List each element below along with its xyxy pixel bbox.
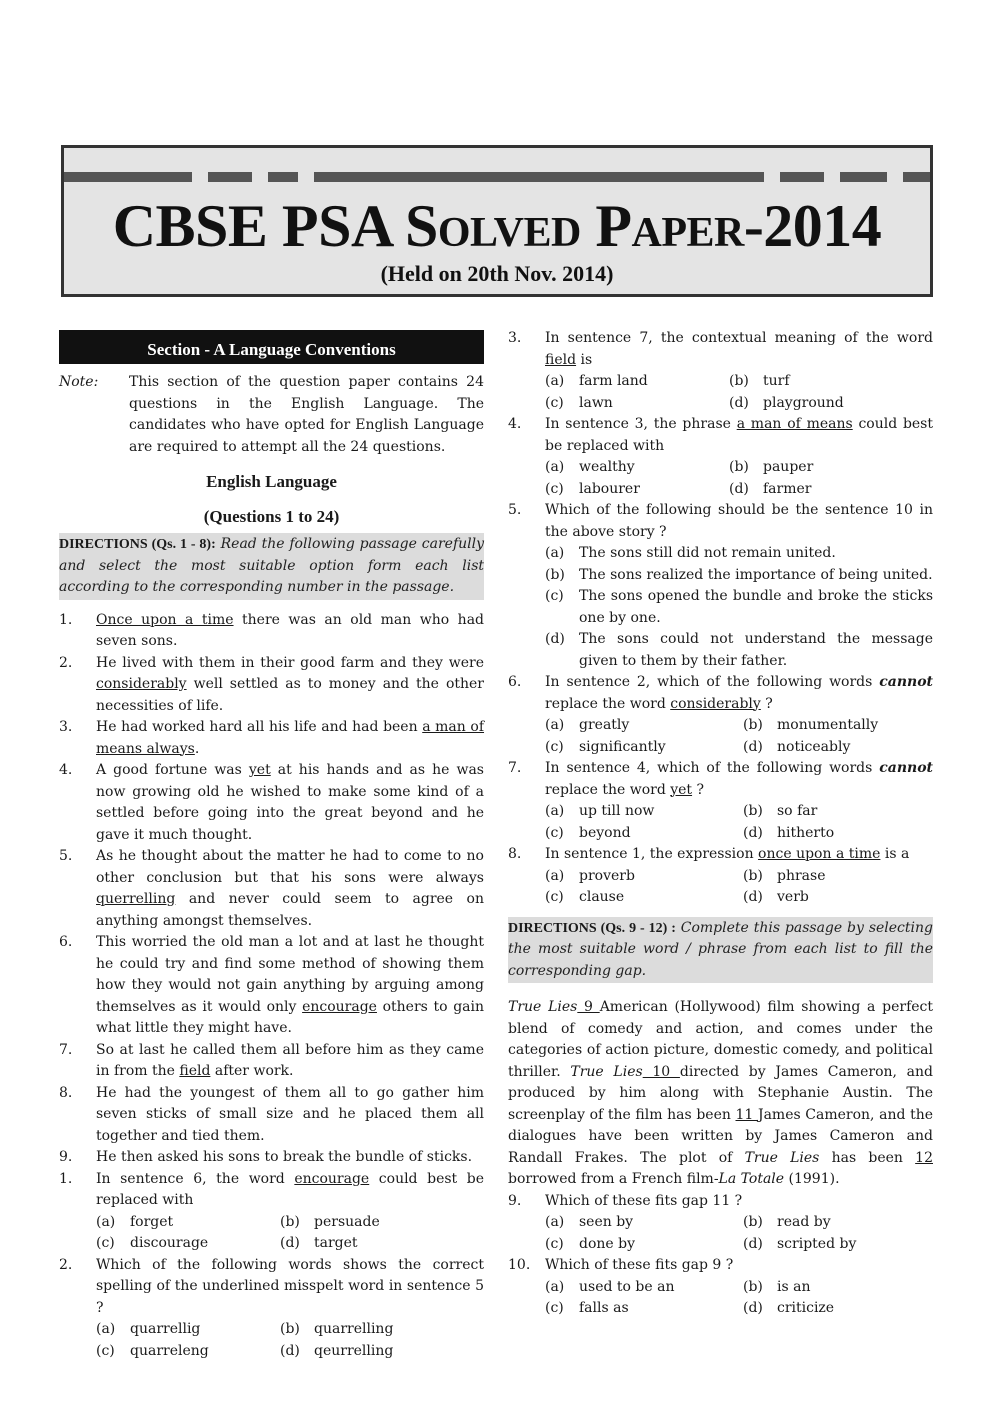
directions-box-2 <box>508 917 933 984</box>
passage-2: True Lies 9 American (Hollywood) film showing a perfect blend of comedy and action, and comes under the categories of action picture, domestic comedy, and political thriller. True Lies 10 directed by James Cameron, and produced by him along with Stephanie Austin. The screenplay of the film has been 11 James Cameron, and the dialogues have been written by James Cameron and Randall Frakes. The plot of True Lies has been 12 borrowed from a French film-La Totale (1991). <box>508 999 934 1187</box>
list-item: 5. As he thought about the matter he had to come to no other conclusion but that his sons were always querrelling and never could seem to agree on anything amongst themselves. <box>59 848 484 929</box>
passage-1 <box>59 610 484 1169</box>
options: (a) seen by (b) read by (c) done by (d) scripted by <box>545 1214 857 1252</box>
directions-text: Complete this passage by selecting the most suitable word / phrase from each list to fill the corresponding gap. <box>508 919 933 979</box>
question-9: 9. Which of these fits gap 11 ? (a) seen by (b) read by (c) done by (d) scripted by <box>508 1191 933 1256</box>
options: (a) wealthy (b) pauper (c) labourer (d) farmer <box>545 459 814 497</box>
gap-12: 12 <box>915 1149 933 1166</box>
note-text: This section of the question paper contains 24 questions in the English Language. The candidates who have opted for English Language are required to attempt all the 24 questions. <box>129 374 484 455</box>
options: (a) proverb (b) phrase (c) clause (d) verb <box>545 867 826 905</box>
options: (a) quarrellig (b) quarrelling (c) quarreleng (d) qeurrelling <box>96 1321 394 1359</box>
question-4: 4. In sentence 3, the phrase a man of means could best be replaced with (a) wealthy (b) pauper (c) labourer (d) farmer <box>508 414 933 500</box>
banner-stripe <box>64 172 930 182</box>
title-banner <box>61 145 933 297</box>
options: (a) greatly (b) monumentally (c) significantly (d) noticeably <box>545 717 879 755</box>
list-item: 3. He had worked hard all his life and had been a man of means always. <box>59 719 485 757</box>
note-label: Note: <box>59 374 99 390</box>
question-1: 1. In sentence 6, the word encourage could best be replaced with (a) forget (b) persuade (c) discourage (d) target <box>59 1169 484 1255</box>
left-column <box>59 328 484 1362</box>
list-item: 1. Once upon a time there was an old man who had seven sons. <box>59 611 484 649</box>
gap-11: 11 <box>735 1106 758 1123</box>
options: (a) up till now (b) so far (c) beyond (d) hitherto <box>545 803 835 841</box>
question-2: 2. Which of the following words shows the correct spelling of the underlined misspelt word in sentence 5 ? (a) quarrellig (b) quarrelling (c) quarreleng (d) qeurrelling <box>59 1255 484 1363</box>
question-3: 3. In sentence 7, the contextual meaning of the word field is (a) farm land (b) turf (c) lawn (d) playground <box>508 328 933 414</box>
list-item: 7. So at last he called them all before him as they came in from the field after work. <box>59 1041 484 1079</box>
question-8: 8. In sentence 1, the expression once upon a time is a (a) proverb (b) phrase (c) clause (d) verb <box>508 844 933 909</box>
question-5: 5. Which of the following should be the sentence 10 in the above story ? (a) The sons still did not remain united. (b) The sons realized the importance of being united. (c) The sons opened the bundle and broke the sticks one by one. (d) The sons could not understand the message given to them by their father. <box>508 502 933 669</box>
section-bar: Section - A Language Conventions <box>59 330 484 364</box>
question-range-heading: (Questions 1 to 24) <box>203 506 340 526</box>
list-item: 8. He had the youngest of them all to go gather him seven sticks of small size and he placed them all together and tied them. <box>59 1084 484 1144</box>
list-item: 9. He then asked his sons to break the bundle of sticks. <box>59 1149 473 1165</box>
directions-label: DIRECTIONS (Qs. 1 - 8): <box>59 537 216 552</box>
subject-heading: English Language <box>206 472 337 491</box>
right-column <box>508 328 933 1320</box>
page-subtitle: (Held on 20th Nov. 2014) <box>380 261 614 286</box>
list-item: 2. He lived with them in their good farm and they were considerably well settled as to money and the other necessities of life. <box>59 654 484 714</box>
gap-10: 10 <box>642 1063 680 1080</box>
list-item: 4. A good fortune was yet at his hands and as he was now growing old he wished to make some kind of a settled before going into the great beyond and he gave it much thought. <box>59 762 484 843</box>
directions-text: Read the following passage carefully and select the most suitable option form each list according to the corresponding number in the passage. <box>59 536 485 595</box>
page-title: CBSE PSA Solved Paper-2014 <box>112 193 882 259</box>
directions-label: DIRECTIONS (Qs. 9 - 12) : <box>508 920 676 936</box>
gap-9: 9 <box>577 999 600 1015</box>
question-7: 7. In sentence 4, which of the following words cannot replace the word yet ? (a) up till now (b) so far (c) beyond (d) hitherto <box>508 758 933 844</box>
options: (a) used to be an (b) is an (c) falls as (d) criticize <box>545 1278 835 1316</box>
directions-box-1 <box>59 533 484 600</box>
question-6: 6. In sentence 2, which of the following words cannot replace the word considerably ? (a) greatly (b) monumentally (c) significantly (d) noticeably <box>508 672 933 758</box>
question-10: 10. Which of these fits gap 9 ? (a) used to be an (b) is an (c) falls as (d) criticize <box>508 1255 933 1320</box>
list-item: 6. This worried the old man a lot and at last he thought he could try and find some method of showing them how they would not gain anything by arguing among themselves as it would only encourage others to gain what little they might have. <box>59 934 484 1036</box>
options: (a) farm land (b) turf (c) lawn (d) playground <box>545 373 844 411</box>
note <box>59 372 484 458</box>
options: (a) forget (b) persuade (c) discourage (d) target <box>96 1213 380 1251</box>
